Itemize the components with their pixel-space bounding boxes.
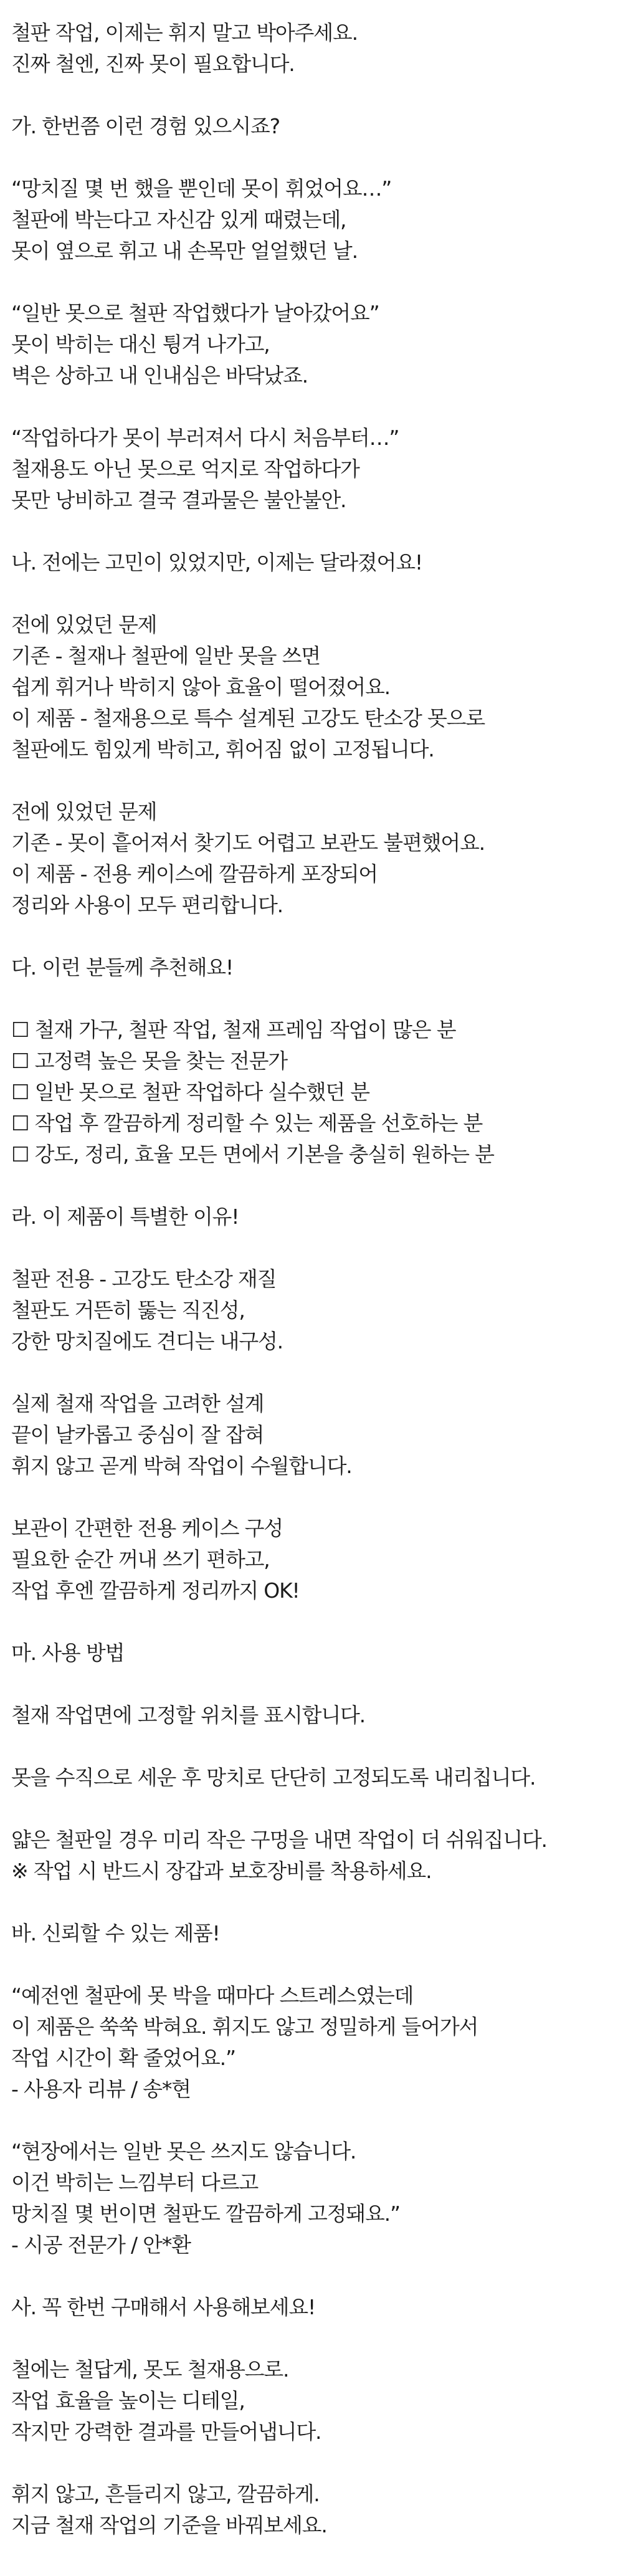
text-line: 기존 - 못이 흩어져서 찾기도 어렵고 보관도 불편했어요. bbox=[11, 831, 485, 855]
text-line: 이건 박히는 느낌부터 다르고 bbox=[11, 2170, 259, 2195]
paragraph bbox=[11, 1513, 623, 1606]
paragraph bbox=[11, 1014, 623, 1170]
paragraph bbox=[11, 2354, 623, 2448]
text-line: ☐ 일반 못으로 철판 작업하다 실수했던 분 bbox=[11, 1080, 369, 1104]
text-line: 작업 후엔 깔끔하게 정리까지 OK! bbox=[11, 1578, 300, 1603]
paragraph bbox=[11, 1638, 623, 1669]
text-line: 벽은 상하고 내 인내심은 바닥났죠. bbox=[11, 363, 308, 388]
text-line: 철판에 박는다고 자신감 있게 때렸는데, bbox=[11, 208, 346, 232]
text-line: 얇은 철판일 경우 미리 작은 구멍을 내면 작업이 더 쉬워집니다. bbox=[11, 1828, 547, 1852]
text-line: 나. 전에는 고민이 있었지만, 이제는 달라졌어요! bbox=[11, 550, 422, 575]
text-line: 라. 이 제품이 특별한 이유! bbox=[11, 1205, 239, 1229]
text-line: - 시공 전문가 / 안*환 bbox=[11, 2233, 191, 2257]
text-line: 쉽게 휘거나 박히지 않아 효율이 떨어졌어요. bbox=[11, 675, 390, 699]
text-line: 보관이 간편한 전용 케이스 구성 bbox=[11, 1516, 283, 1540]
text-line: 다. 이런 분들께 추천해요! bbox=[11, 955, 233, 980]
text-line: 철재 작업면에 고정할 위치를 표시합니다. bbox=[11, 1703, 365, 1727]
text-line: ☐ 작업 후 깔끔하게 정리할 수 있는 제품을 선호하는 분 bbox=[11, 1111, 483, 1135]
paragraph bbox=[11, 609, 623, 765]
text-line: “망치질 몇 번 했을 뿐인데 못이 휘었어요…” bbox=[11, 176, 392, 201]
text-line: 철판에도 힘있게 박히고, 휘어짐 없이 고정됩니다. bbox=[11, 737, 434, 761]
text-line: 못만 낭비하고 결국 결과물은 불안불안. bbox=[11, 488, 346, 512]
text-line: 철판도 거뜬히 뚫는 직진성, bbox=[11, 1298, 245, 1322]
text-line: 못을 수직으로 세운 후 망치로 단단히 고정되도록 내리칩니다. bbox=[11, 1765, 536, 1790]
text-line: 철판 작업, 이제는 휘지 말고 박아주세요. bbox=[11, 21, 358, 45]
text-line: 작업 시간이 확 줄었어요.” bbox=[11, 2046, 235, 2070]
paragraph bbox=[11, 1825, 623, 1887]
paragraph bbox=[11, 173, 623, 267]
paragraph bbox=[11, 1918, 623, 1949]
text-line: 마. 사용 방법 bbox=[11, 1641, 125, 1665]
text-line: 필요한 순간 꺼내 쓰기 편하고, bbox=[11, 1547, 270, 1572]
text-line: 실제 철재 작업을 고려한 설계 bbox=[11, 1391, 264, 1416]
text-line: ☐ 고정력 높은 못을 찾는 전문가 bbox=[11, 1049, 287, 1073]
text-line: 전에 있었던 문제 bbox=[11, 799, 157, 824]
text-line: 이 제품은 쑥쑥 박혀요. 휘지도 않고 정밀하게 들어가서 bbox=[11, 2015, 478, 2039]
text-line: 못이 박히는 대신 튕겨 나가고, bbox=[11, 332, 270, 356]
text-line: 철에는 철답게, 못도 철재용으로. bbox=[11, 2357, 289, 2382]
text-line: “작업하다가 못이 부러져서 다시 처음부터…” bbox=[11, 426, 399, 450]
text-line: 이 제품 - 전용 케이스에 깔끔하게 포장되어 bbox=[11, 862, 378, 886]
paragraph bbox=[11, 1980, 623, 2105]
text-line: 작업 효율을 높이는 디테일, bbox=[11, 2388, 245, 2413]
text-line: “현장에서는 일반 못은 쓰지도 않습니다. bbox=[11, 2139, 356, 2163]
text-line: 휘지 않고 곧게 박혀 작업이 수월합니다. bbox=[11, 1454, 352, 1478]
text-line: 망치질 몇 번이면 철판도 깔끔하게 고정돼요.” bbox=[11, 2202, 400, 2226]
text-line: 끝이 날카롭고 중심이 잘 잡혀 bbox=[11, 1423, 264, 1447]
text-line: 정리와 사용이 모두 편리합니다. bbox=[11, 893, 283, 917]
paragraph bbox=[11, 422, 623, 516]
text-line: 진짜 철엔, 진짜 못이 필요합니다. bbox=[11, 52, 295, 76]
text-line: - 사용자 리뷰 / 송*현 bbox=[11, 2077, 191, 2101]
paragraph bbox=[11, 1762, 623, 1793]
text-line: ☐ 철재 가구, 철판 작업, 철재 프레임 작업이 많은 분 bbox=[11, 1018, 456, 1042]
text-line: 바. 신뢰할 수 있는 제품! bbox=[11, 1921, 220, 1945]
paragraph bbox=[11, 1388, 623, 1482]
text-line: “일반 못으로 철판 작업했다가 날아갔어요” bbox=[11, 301, 379, 325]
text-line: 사. 꼭 한번 구매해서 사용해보세요! bbox=[11, 2295, 315, 2319]
text-line: 전에 있었던 문제 bbox=[11, 613, 157, 637]
paragraph bbox=[11, 17, 623, 80]
text-line: 철판 전용 - 고강도 탄소강 재질 bbox=[11, 1267, 277, 1291]
text-line: 가. 한번쯤 이런 경험 있으시죠? bbox=[11, 114, 280, 138]
paragraph bbox=[11, 1264, 623, 1357]
text-line: ※ 작업 시 반드시 장갑과 보호장비를 착용하세요. bbox=[11, 1859, 432, 1883]
text-line: 작지만 강력한 결과를 만들어냅니다. bbox=[11, 2420, 321, 2444]
paragraph bbox=[11, 2479, 623, 2541]
paragraph bbox=[11, 2292, 623, 2323]
paragraph bbox=[11, 952, 623, 983]
paragraph bbox=[11, 111, 623, 142]
paragraph bbox=[11, 547, 623, 578]
text-line: “예전엔 철판에 못 박을 때마다 스트레스였는데 bbox=[11, 1983, 414, 2008]
text-line: 못이 옆으로 휘고 내 손목만 얼얼했던 날. bbox=[11, 239, 358, 263]
text-line: 지금 철재 작업의 기준을 바꿔보세요. bbox=[11, 2513, 327, 2537]
text-line: 기존 - 철재나 철판에 일반 못을 쓰면 bbox=[11, 644, 320, 668]
text-line: 휘지 않고, 흔들리지 않고, 깔끔하게. bbox=[11, 2482, 320, 2506]
text-line: 철재용도 아닌 못으로 억지로 작업하다가 bbox=[11, 457, 359, 481]
paragraph bbox=[11, 1700, 623, 1731]
paragraph bbox=[11, 796, 623, 921]
text-line: 이 제품 - 철재용으로 특수 설계된 고강도 탄소강 못으로 bbox=[11, 706, 485, 730]
paragraph bbox=[11, 1201, 623, 1233]
paragraph bbox=[11, 298, 623, 391]
text-line: ☐ 강도, 정리, 효율 모든 면에서 기본을 충실히 원하는 분 bbox=[11, 1142, 494, 1166]
text-line: 강한 망치질에도 견디는 내구성. bbox=[11, 1329, 283, 1353]
paragraph bbox=[11, 2136, 623, 2261]
